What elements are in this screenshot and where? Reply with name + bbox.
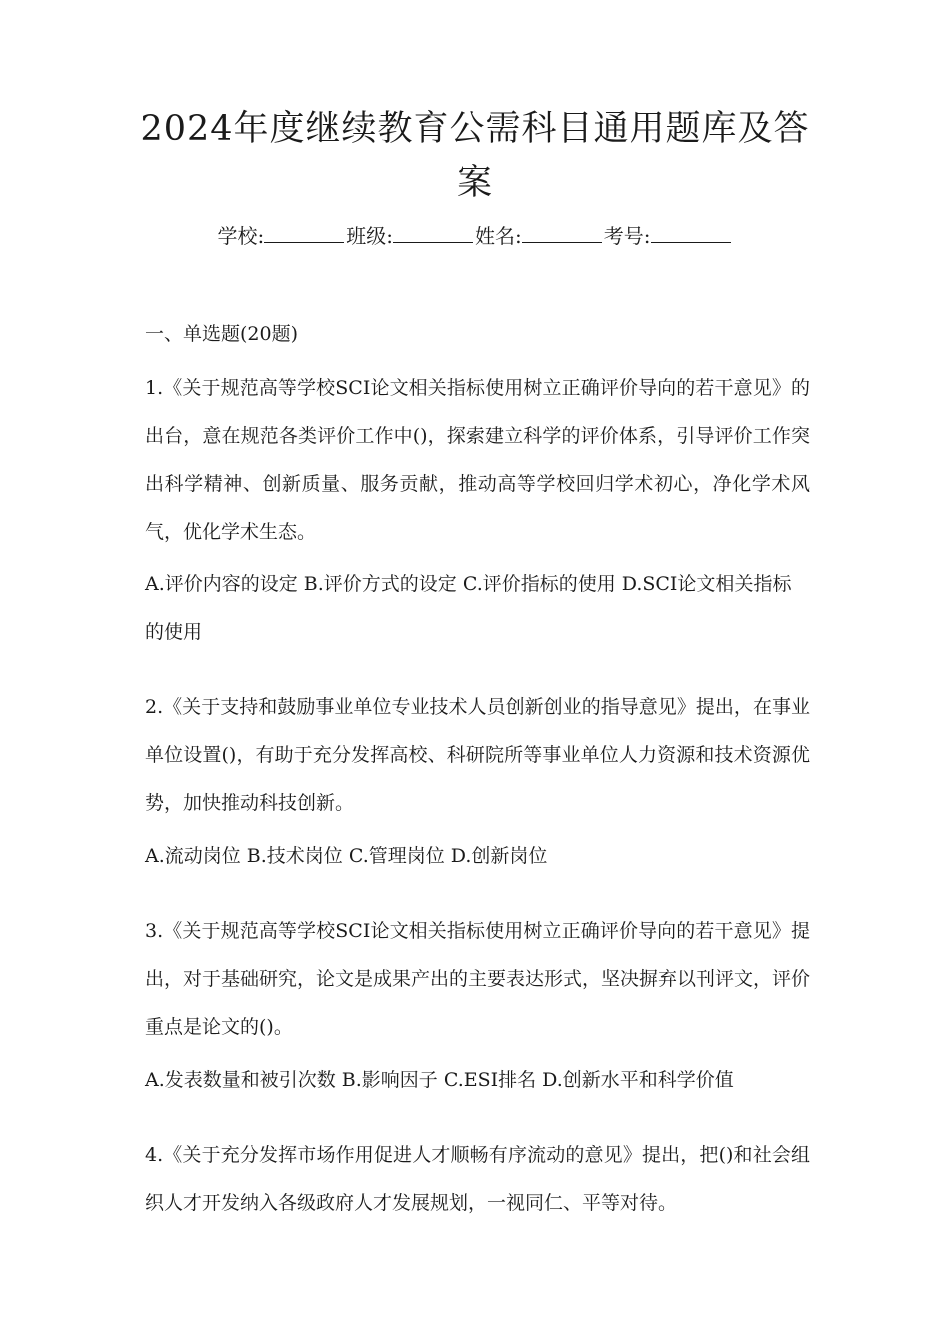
class-blank[interactable] [393, 222, 473, 243]
school-blank[interactable] [264, 222, 344, 243]
name-field [475, 222, 604, 250]
exam-number-field [604, 222, 733, 250]
section-heading: 一、单选题(20题) [145, 323, 299, 345]
school-field [218, 222, 347, 250]
question-4-text: 4.《关于充分发挥市场作用促进人才顺畅有序流动的意见》提出，把()和社会组织人才开发纳入各级政府人才发展规划，一视同仁、平等对待。 [145, 1144, 810, 1214]
name-label: 姓名: [475, 224, 522, 248]
question-3-text: 3.《关于规范高等学校SCI论文相关指标使用树立正确评价导向的若干意见》提出，对于基础研究，论文是成果产出的主要表达形式，坚决摒弃以刊评文，评价重点是论文的()。 [145, 920, 811, 1038]
question-2-text: 2.《关于支持和鼓励事业单位专业技术人员创新创业的指导意见》提出，在事业单位设置()，有助于充分发挥高校、科研院所等事业单位人力资源和技术资源优势，加快推动科技创新。 [145, 696, 810, 814]
name-blank[interactable] [522, 222, 602, 243]
student-info-row [0, 222, 950, 250]
question-1-text: 1.《关于规范高等学校SCI论文相关指标使用树立正确评价导向的若干意见》的出台，意在规范各类评价工作中()，探索建立科学的评价体系，引导评价工作突出科学精神、创新质量、服务贡献，推动高等学校回归学术初心，净化学术风气，优化学术生态。 [145, 377, 810, 543]
question-3-options: A.发表数量和被引次数 B.影响因子 C.ESI排名 D.创新水平和科学价值 [145, 1069, 734, 1091]
document-title: 2024年度继续教育公需科目通用题库及答案 [140, 109, 810, 203]
exam-number-blank[interactable] [651, 222, 731, 243]
question-1-options: A.评价内容的设定 B.评价方式的设定 C.评价指标的使用 D.SCI论文相关指标的使用 [145, 573, 792, 643]
class-label: 班级: [346, 224, 393, 248]
question-2-options: A.流动岗位 B.技术岗位 C.管理岗位 D.创新岗位 [145, 845, 548, 867]
exam-number-label: 考号: [603, 224, 651, 248]
school-label: 学校: [217, 224, 265, 248]
class-field [346, 222, 475, 250]
